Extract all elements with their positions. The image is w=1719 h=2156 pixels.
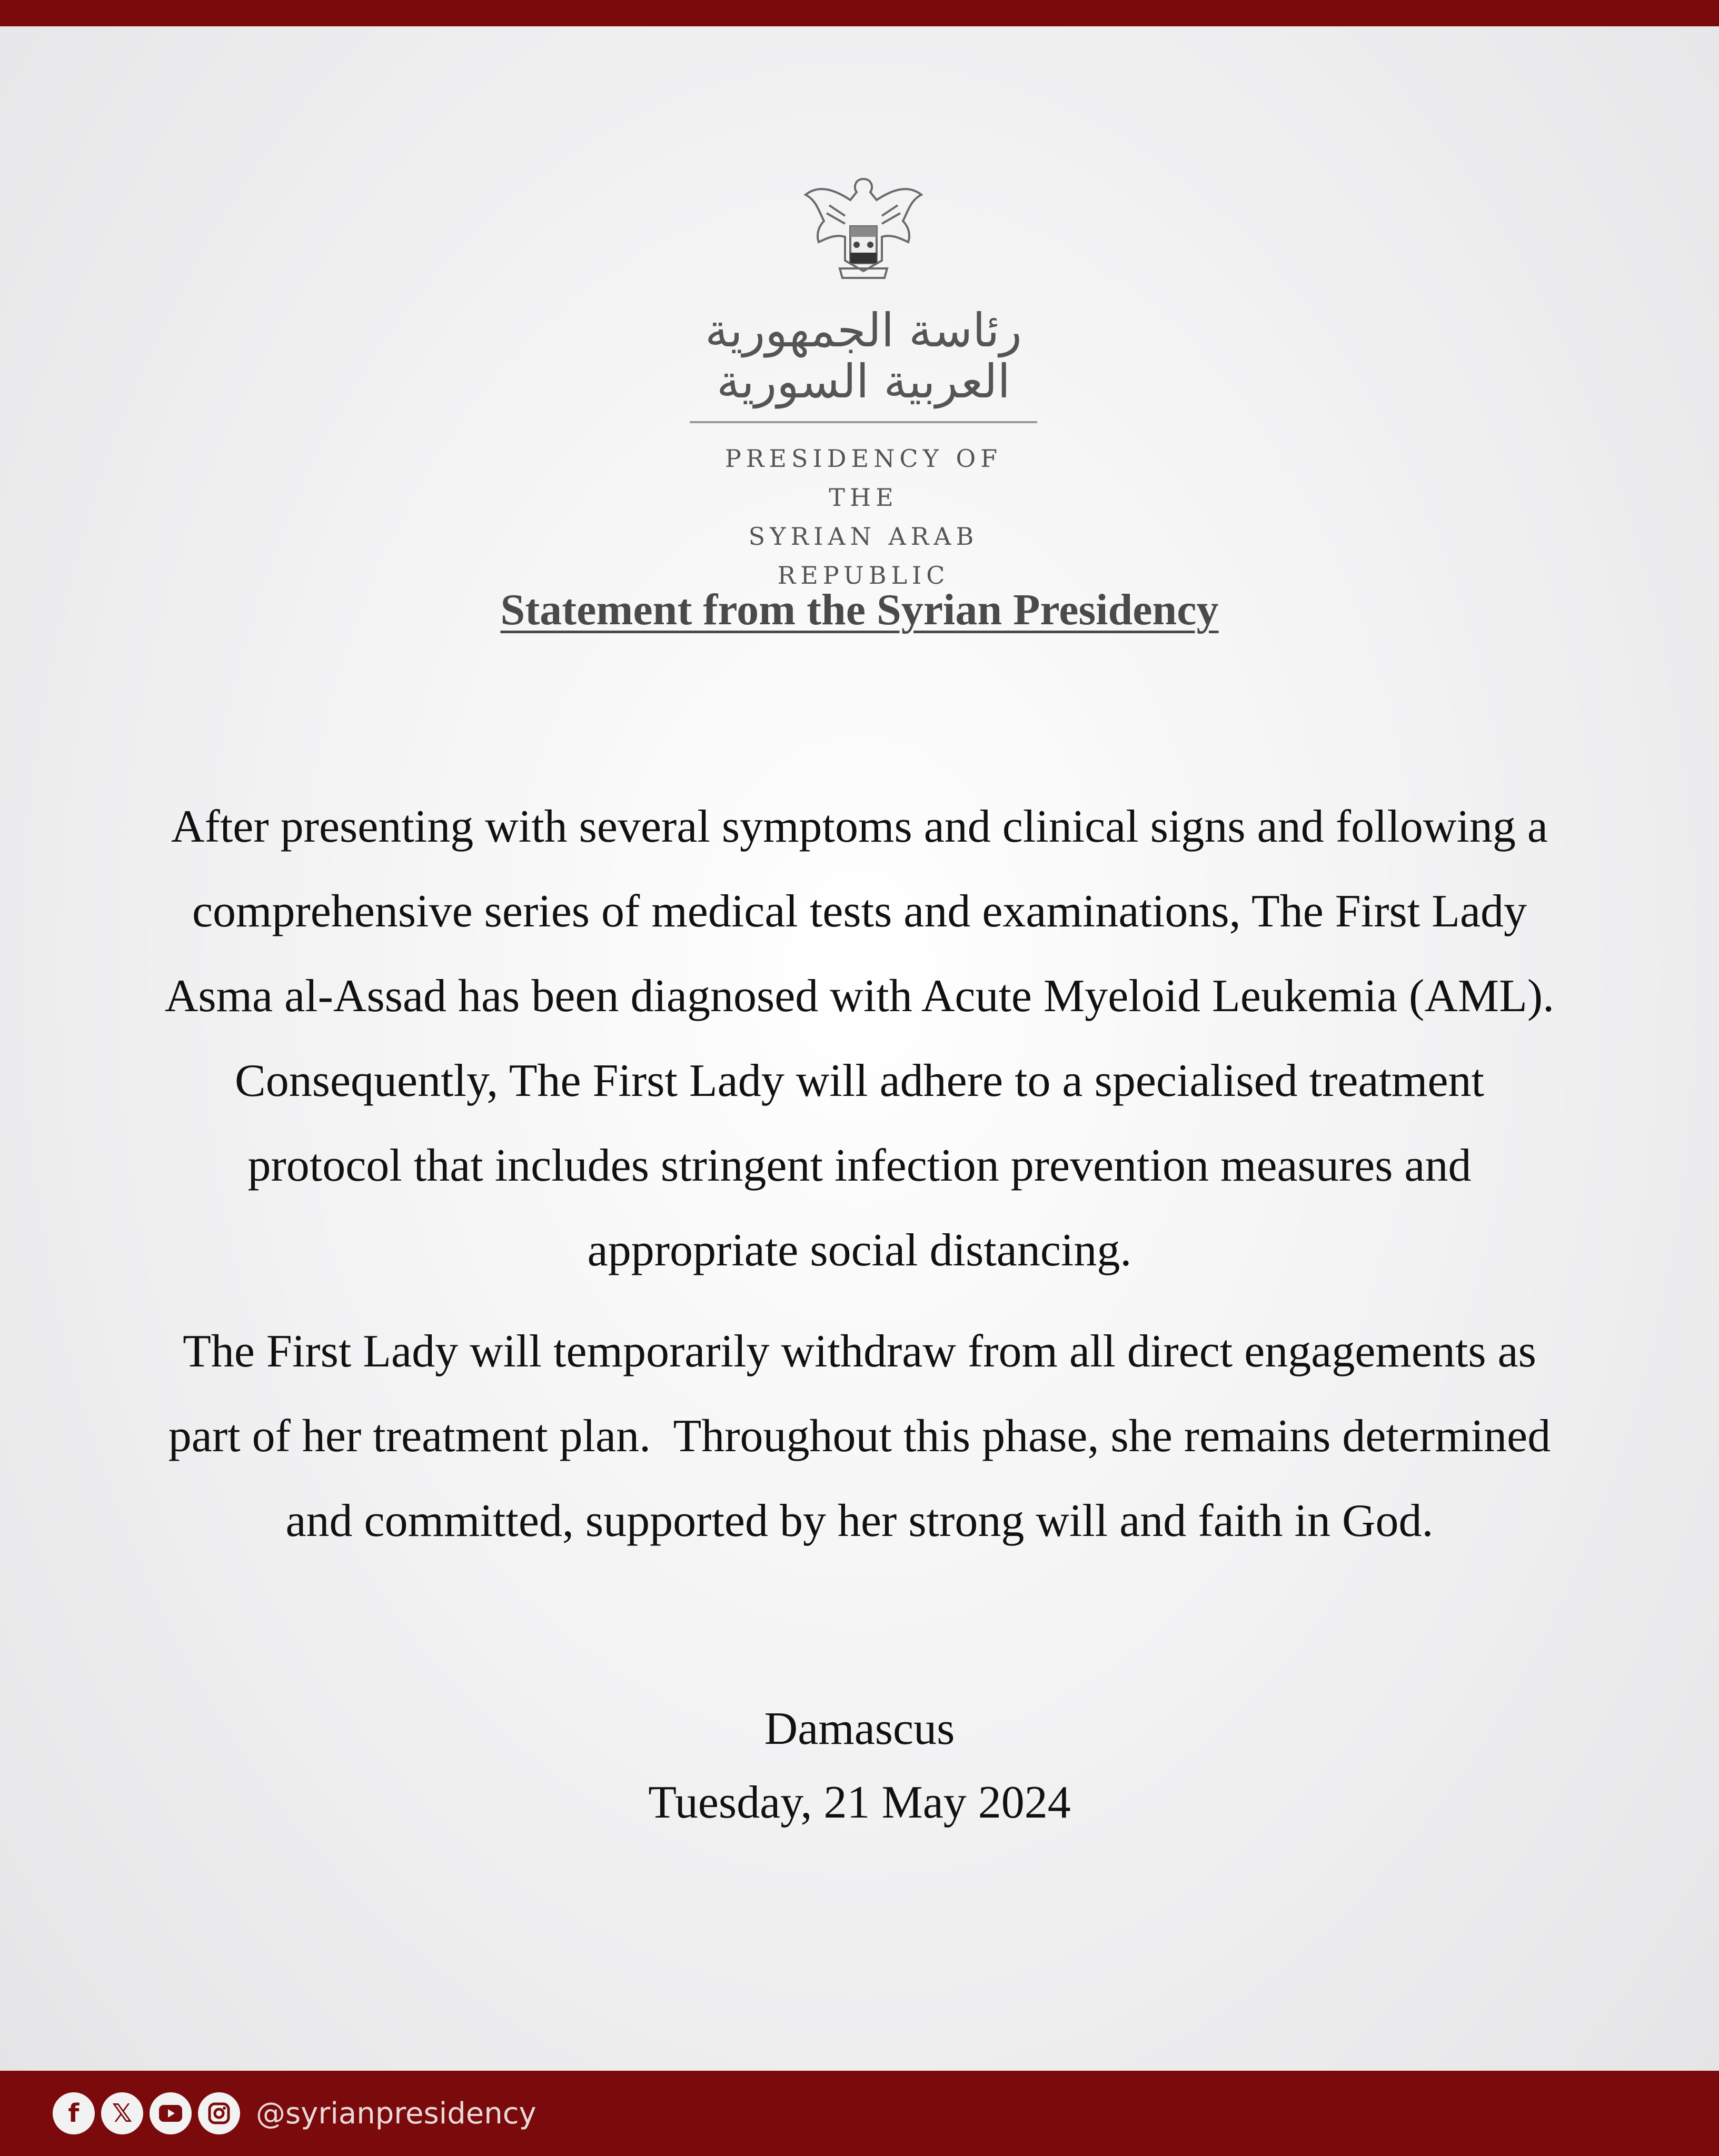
top-bar bbox=[0, 0, 1719, 26]
x-icon[interactable]: 𝕏 bbox=[101, 2092, 143, 2134]
english-name-line1: PRESIDENCY OF THE bbox=[724, 444, 1002, 512]
statement-paragraph-1 bbox=[121, 784, 1598, 1293]
logo-divider bbox=[690, 421, 1037, 423]
eagle-emblem-icon bbox=[798, 163, 929, 284]
statement-paragraph-2 bbox=[121, 1309, 1598, 1563]
arabic-name: رئاسة الجمهورية العربية السورية bbox=[705, 303, 1022, 408]
footer-bar bbox=[0, 2071, 1719, 2156]
text-line: Consequently, The First Lady will adhere to a specialised treatment bbox=[235, 1055, 1484, 1106]
text-line: protocol that includes stringent infection prevention measures and bbox=[247, 1140, 1472, 1191]
text-line: Asma al-Assad has been diagnosed with Acute Myeloid Leukemia (AML). bbox=[164, 971, 1555, 1022]
youtube-icon[interactable] bbox=[150, 2092, 192, 2134]
text-line: and committed, supported by her strong will and faith in God. bbox=[285, 1495, 1434, 1546]
social-links bbox=[53, 2092, 536, 2134]
place-and-date bbox=[0, 1692, 1719, 1840]
text-line: After presenting with several symptoms and clinical signs and following a bbox=[171, 801, 1548, 852]
text-line: appropriate social distancing. bbox=[587, 1225, 1132, 1276]
english-name-line2: SYRIAN ARAB REPUBLIC bbox=[748, 522, 979, 590]
place: Damascus bbox=[764, 1703, 955, 1754]
date: Tuesday, 21 May 2024 bbox=[648, 1777, 1071, 1828]
presidency-logo bbox=[684, 163, 1042, 595]
social-handle[interactable]: @syrianpresidency bbox=[256, 2096, 536, 2131]
text-line: The First Lady will temporarily withdraw from all direct engagements as bbox=[183, 1326, 1536, 1377]
instagram-icon[interactable] bbox=[198, 2092, 240, 2134]
facebook-icon[interactable]: f bbox=[53, 2092, 95, 2134]
text-line: comprehensive series of medical tests and examinations, The First Lady bbox=[192, 886, 1527, 937]
statement-title: Statement from the Syrian Presidency bbox=[500, 585, 1219, 634]
text-line: part of her treatment plan. Throughout this phase, she remains determined bbox=[168, 1411, 1551, 1462]
